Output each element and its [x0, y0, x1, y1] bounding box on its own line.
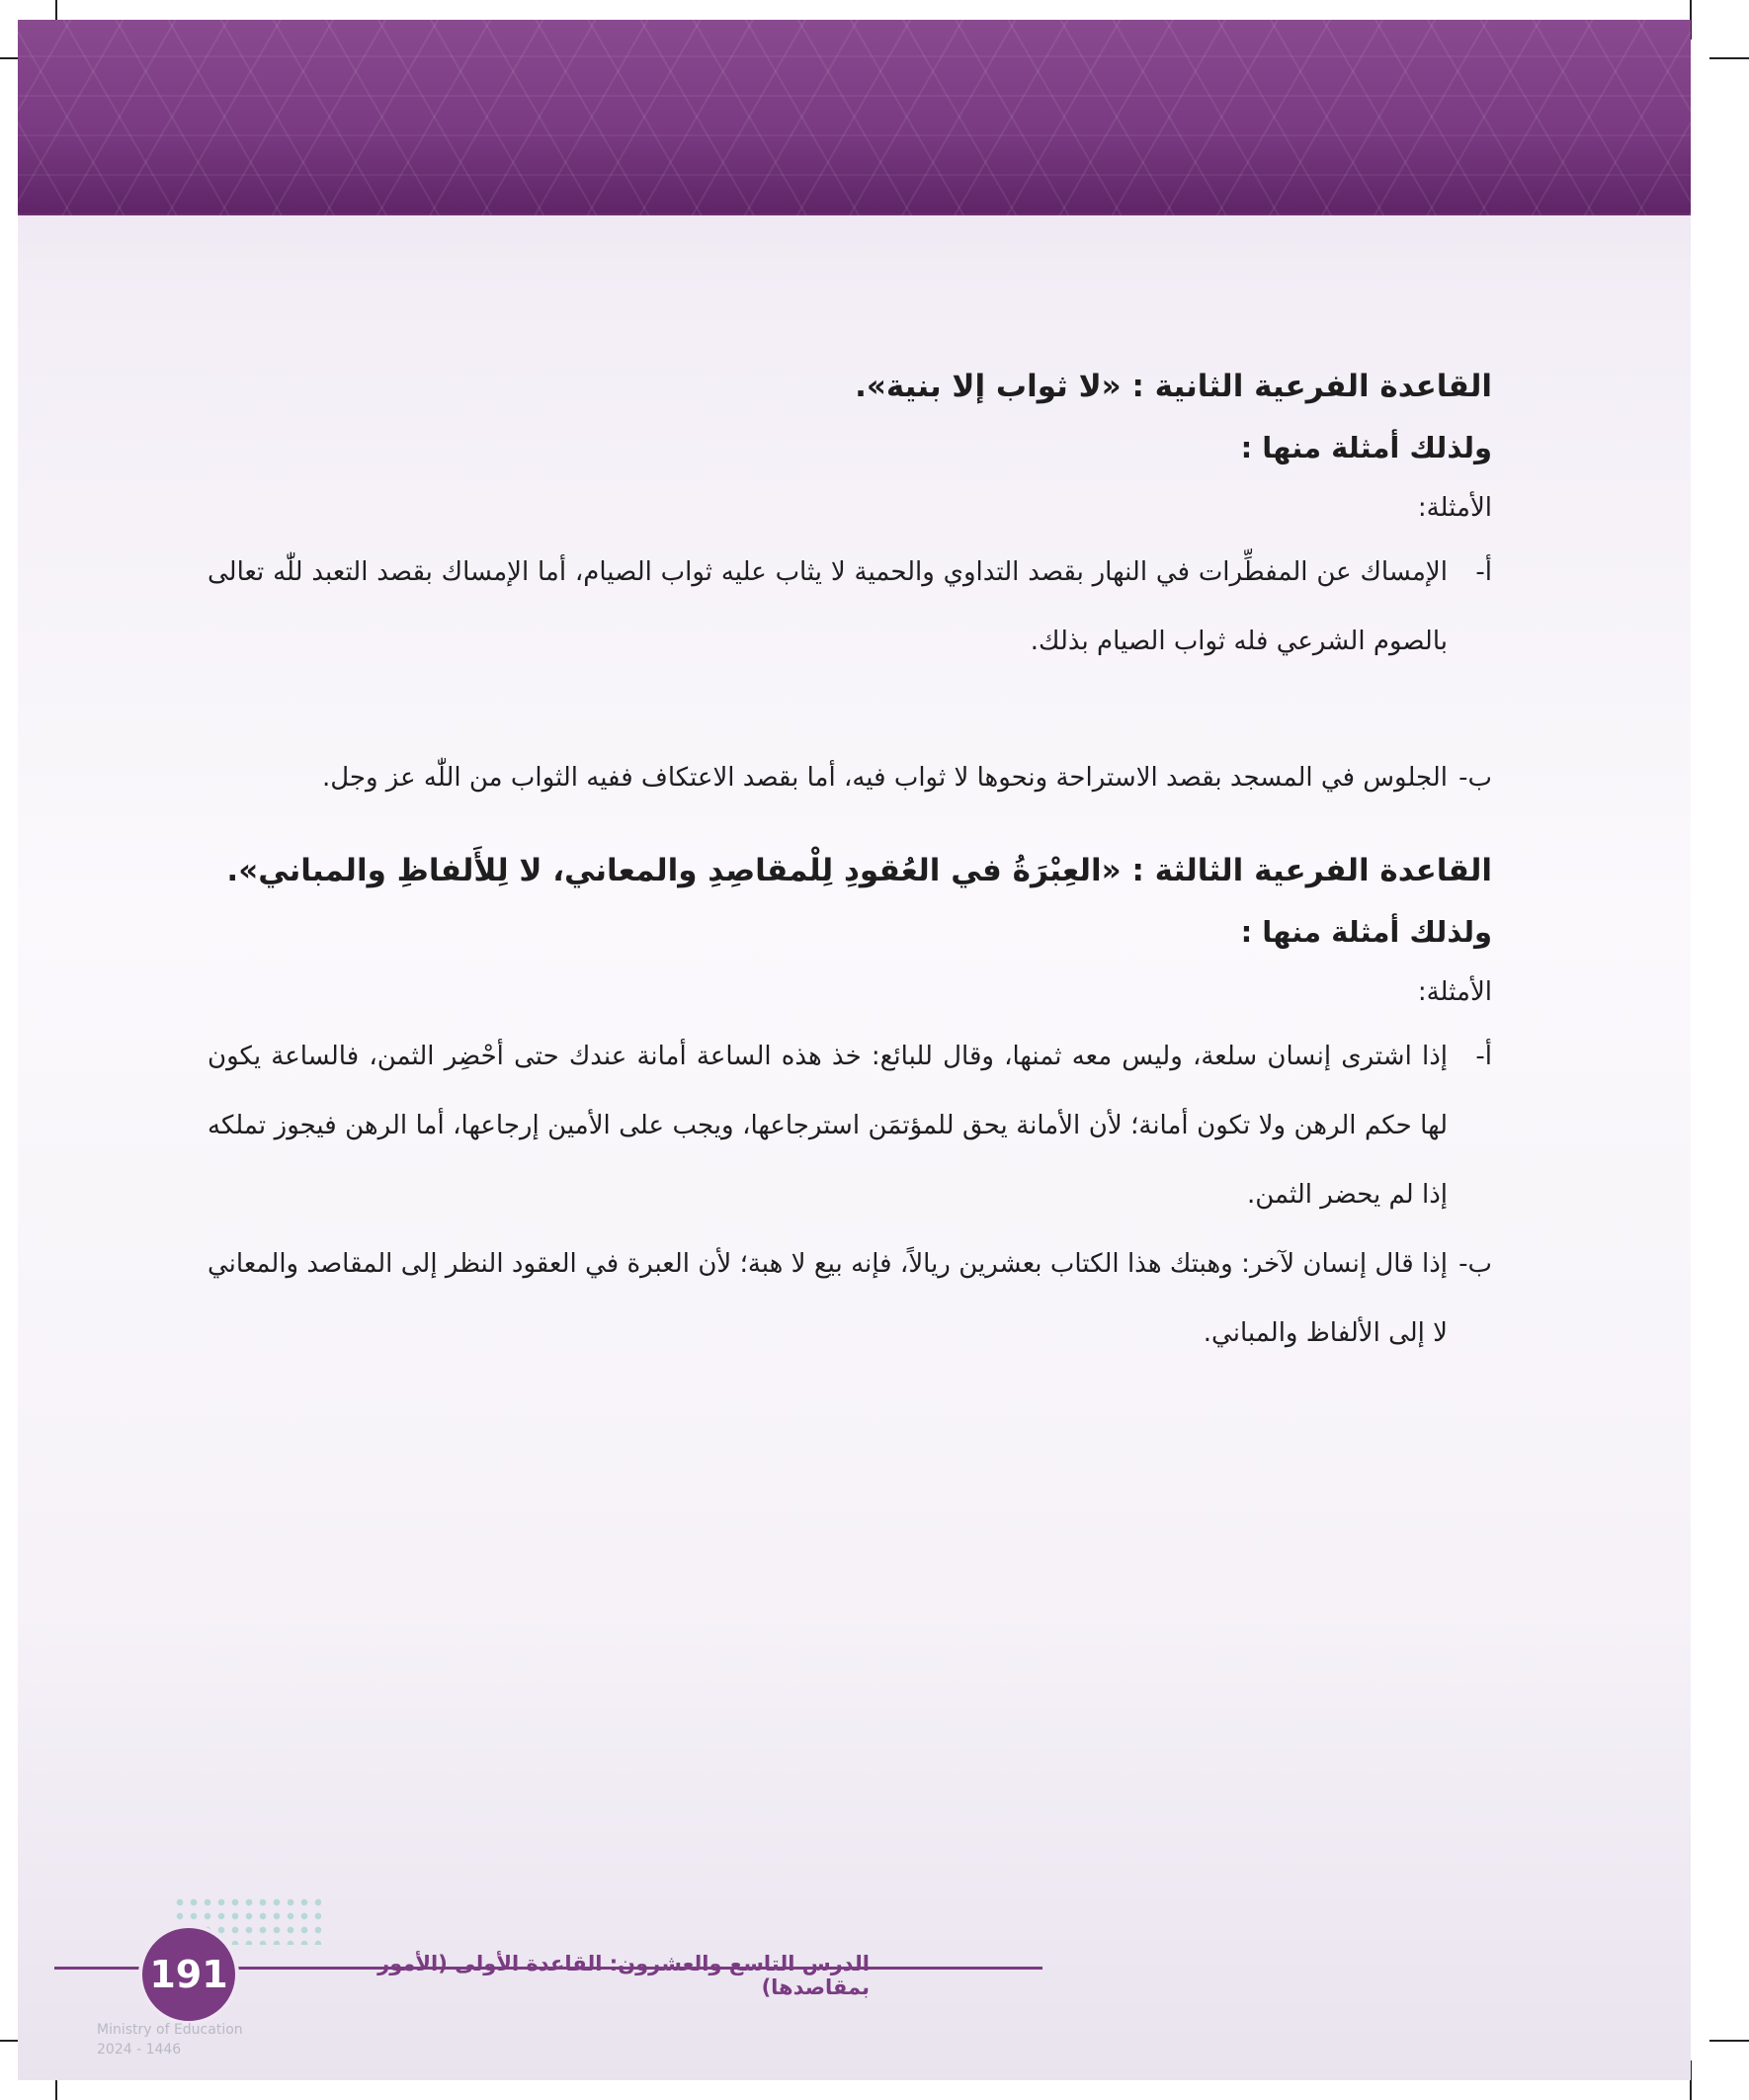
page-content [208, 356, 1492, 1368]
rule-2-title: القاعدة الفرعية الثانية : «لا ثواب إلا بنية». [855, 369, 1492, 404]
item-text: الإمساك عن المفطِّرات في النهار بقصد التداوي والحمية لا يثاب عليه ثواب الصيام، أما الإمساك بقصد التعبد للّٰه تعالى بالصوم الشرعي فله ثواب الصيام بذلك. [208, 557, 1448, 656]
item-text: إذا اشترى إنسان سلعة، وليس معه ثمنها، وقال للبائع: خذ هذه الساعة أمانة عندك حتى أحْضِر الثمن، فالساعة يكون لها حكم الرهن ولا تكون أمانة؛ لأن الأمانة يحق للمؤتمَن استرجاعها، ويجب على الأمين إرجاعها، أما الرهن فيجوز تملكه إذا لم يحضر الثمن. [208, 1042, 1448, 1210]
list-item [208, 1229, 1492, 1368]
item-letter: أ- [1475, 1042, 1492, 1071]
list-item [208, 538, 1492, 676]
item-letter: ب- [1458, 763, 1492, 793]
page-number-badge: 191 [138, 1924, 239, 2025]
item-letter: أ- [1475, 557, 1492, 587]
item-text: الجلوس في المسجد بقصد الاستراحة ونحوها لا ثواب فيه، أما بقصد الاعتكاف ففيه الثواب من اللّٰه عز وجل. [321, 763, 1448, 793]
rule-3-examples-intro: ولذلك أمثلة منها : [1240, 915, 1492, 949]
rule-3-section [208, 840, 1492, 1368]
rule-2-examples-intro: ولذلك أمثلة منها : [1240, 431, 1492, 464]
item-text: إذا قال إنسان لآخر: وهبتك هذا الكتاب بعشرين ريالاً، فإنه بيع لا هبة؛ لأن العبرة في العقود النظر إلى المقاصد والمعاني لا إلى الألفاظ والمباني. [208, 1249, 1448, 1348]
rule-3-title: القاعدة الفرعية الثالثة : «العِبْرَةُ في العُقودِ لِلْمقاصِدِ والمعاني، لا لِلأَلفاظِ والمباني». [226, 853, 1492, 888]
crop-mark [1709, 2040, 1749, 2042]
edition-year: 2024 - 1446 [97, 2042, 182, 2058]
ministry-name: Ministry of Education [97, 2022, 243, 2038]
header-banner [18, 20, 1691, 215]
lesson-title-footer: الدرس التاسع والعشرون: القاعدة الأولى (الأمور بمقاصدها) [377, 1952, 870, 1999]
item-letter: ب- [1458, 1249, 1492, 1279]
list-item [208, 1022, 1492, 1229]
rule-2-section [208, 356, 1492, 812]
rule-3-examples-label: الأمثلة: [1417, 977, 1492, 1007]
crop-mark [1709, 57, 1749, 59]
rule-2-examples-label: الأمثلة: [1417, 493, 1492, 523]
list-item [208, 743, 1492, 812]
